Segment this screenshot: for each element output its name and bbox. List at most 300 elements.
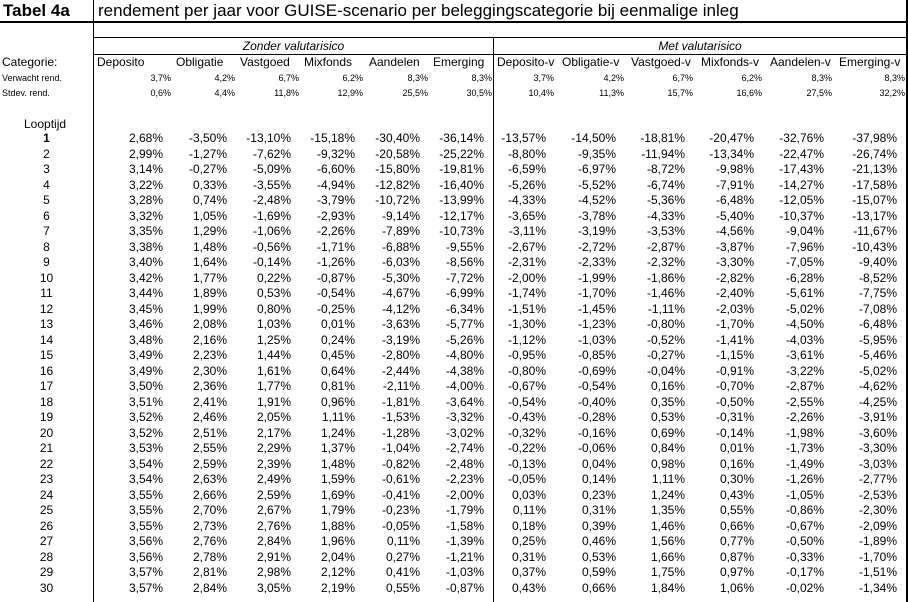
value-cell: 2,66% <box>192 487 227 502</box>
value-cell: 0,31% <box>511 549 546 564</box>
value-cell: 0,37% <box>511 565 546 579</box>
value-cell: -4,00% <box>445 379 484 393</box>
expected-return-label: Verwacht rend. <box>2 73 63 83</box>
value-cell: -6,99% <box>445 286 484 300</box>
table-row <box>0 333 908 349</box>
value-cell: -0,67% <box>507 379 546 393</box>
year-cell: 2 <box>43 146 50 161</box>
table-row <box>0 240 908 256</box>
value-cell: 3,46% <box>128 317 163 331</box>
value-cell: 3,14% <box>128 162 163 176</box>
value-cell: -8,80% <box>507 146 546 161</box>
value-cell: -0,67% <box>785 518 824 533</box>
value-cell: -13,17% <box>852 208 897 223</box>
value-cell: -0,04% <box>646 363 685 378</box>
value-cell: 0,41% <box>385 565 420 579</box>
value-cell: -1,98% <box>785 425 824 440</box>
looptijd-label: Looptijd <box>24 117 67 131</box>
value-cell: -7,96% <box>785 239 824 254</box>
value-cell: -1,70% <box>577 286 616 300</box>
value-cell: -5,95% <box>858 332 897 347</box>
value-cell: -0,05% <box>507 472 546 486</box>
column-header: Obligatie <box>176 55 224 69</box>
value-cell: 0,25% <box>511 534 546 548</box>
value-cell: 2,04% <box>320 549 355 564</box>
value-cell: -13,99% <box>439 193 484 207</box>
expected-return-cell: 8,3% <box>471 73 492 83</box>
table-row <box>0 131 908 147</box>
value-cell: -1,89% <box>858 534 897 548</box>
value-cell: 3,05% <box>256 580 291 595</box>
value-cell: -3,78% <box>577 208 616 223</box>
value-cell: -1,26% <box>785 472 824 486</box>
value-cell: 0,66% <box>719 518 754 533</box>
value-cell: -20,47% <box>709 131 754 145</box>
table-row <box>0 147 908 163</box>
value-cell: -6,34% <box>445 301 484 316</box>
value-cell: -8,52% <box>858 270 897 285</box>
value-cell: -5,30% <box>381 270 420 285</box>
value-cell: 2,63% <box>192 472 227 486</box>
value-cell: 0,30% <box>719 472 754 486</box>
value-cell: -1,81% <box>381 394 420 409</box>
value-cell: -4,62% <box>858 379 897 393</box>
value-cell: 3,57% <box>128 580 163 595</box>
stdev-return-cell: 4,4% <box>214 88 235 98</box>
value-cell: 3,56% <box>128 549 163 564</box>
value-cell: -6,48% <box>858 317 897 331</box>
value-cell: -2,80% <box>381 348 420 362</box>
value-cell: 1,75% <box>650 565 685 579</box>
value-cell: -2,77% <box>858 472 897 486</box>
year-cell: 25 <box>39 503 54 517</box>
value-cell: -3,19% <box>577 224 616 238</box>
year-cell: 3 <box>43 162 50 176</box>
value-cell: -4,52% <box>577 193 616 207</box>
value-cell: -0,82% <box>381 456 420 471</box>
value-cell: 1,29% <box>192 224 227 238</box>
value-cell: -9,55% <box>445 239 484 254</box>
value-cell: -1,41% <box>715 332 754 347</box>
value-cell: -6,59% <box>507 162 546 176</box>
value-cell: 1,11% <box>321 410 355 424</box>
value-cell: -12,17% <box>439 208 484 223</box>
stdev-return-cell: 30,5% <box>466 88 492 98</box>
year-cell: 5 <box>43 193 50 207</box>
value-cell: -5,46% <box>858 348 897 362</box>
year-cell: 20 <box>39 425 54 440</box>
year-cell: 30 <box>39 580 54 595</box>
year-cell: 29 <box>39 565 54 579</box>
value-cell: 3,28% <box>128 193 163 207</box>
value-cell: -1,27% <box>188 146 227 161</box>
value-cell: 3,45% <box>128 301 163 316</box>
value-cell: -5,02% <box>858 363 897 378</box>
value-cell: -0,86% <box>785 503 824 517</box>
table-row <box>0 565 908 581</box>
value-cell: 0,01% <box>320 317 355 331</box>
value-cell: -3,53% <box>646 224 685 238</box>
value-cell: -1,03% <box>577 332 616 347</box>
value-cell: -5,52% <box>577 177 616 192</box>
value-cell: 3,52% <box>128 425 163 440</box>
value-cell: -1,12% <box>507 332 546 347</box>
value-cell: -0,25% <box>316 301 355 316</box>
value-cell: -9,04% <box>785 224 824 238</box>
value-cell: -7,89% <box>381 224 420 238</box>
year-cell: 16 <box>39 363 54 378</box>
value-cell: -0,43% <box>507 410 546 424</box>
value-cell: 0,16% <box>650 379 685 393</box>
value-cell: -4,38% <box>445 363 484 378</box>
value-cell: -0,28% <box>577 410 616 424</box>
table-row <box>0 162 908 178</box>
column-header: Obligatie-v <box>562 55 620 69</box>
value-cell: 0,55% <box>385 580 420 595</box>
value-cell: 1,46% <box>650 518 685 533</box>
table-row <box>0 472 908 488</box>
value-cell: 3,48% <box>128 332 163 347</box>
value-cell: 0,46% <box>581 534 616 548</box>
value-cell: -1,03% <box>445 565 484 579</box>
value-cell: -1,21% <box>445 549 484 564</box>
value-cell: -1,28% <box>381 425 420 440</box>
value-cell: -1,51% <box>507 301 546 316</box>
value-cell: -22,47% <box>779 146 824 161</box>
value-cell: 0,27% <box>385 549 420 564</box>
value-cell: -4,12% <box>381 301 420 316</box>
value-cell: -15,18% <box>310 131 355 145</box>
value-cell: 0,14% <box>581 472 616 486</box>
value-cell: -0,87% <box>316 270 355 285</box>
value-cell: 0,39% <box>581 518 616 533</box>
value-cell: -6,88% <box>381 239 420 254</box>
value-cell: -37,98% <box>852 131 897 145</box>
value-cell: 1,56% <box>650 534 685 548</box>
value-cell: 2,91% <box>256 549 291 564</box>
column-header: Aandelen <box>369 55 420 69</box>
table-row <box>0 286 908 302</box>
year-cell: 12 <box>39 301 54 316</box>
table-row <box>0 426 908 442</box>
column-header: Vastgoed <box>240 55 290 69</box>
column-header: Deposito <box>97 55 145 69</box>
year-cell: 7 <box>43 224 50 238</box>
value-cell: -0,32% <box>507 425 546 440</box>
table-row <box>0 317 908 333</box>
table-row <box>0 364 908 380</box>
value-cell: -0,54% <box>316 286 355 300</box>
value-cell: 1,35% <box>650 503 685 517</box>
value-cell: -8,72% <box>646 162 685 176</box>
value-cell: -1,71% <box>316 239 355 254</box>
value-cell: 2,23% <box>192 348 227 362</box>
value-cell: -7,91% <box>715 177 754 192</box>
year-cell: 28 <box>39 549 54 564</box>
value-cell: 2,16% <box>192 332 227 347</box>
stdev-return-cell: 11,3% <box>599 88 624 98</box>
value-cell: 1,11% <box>651 472 685 486</box>
table-row <box>0 550 908 566</box>
value-cell: -7,62% <box>252 146 291 161</box>
value-cell: -1,69% <box>252 208 291 223</box>
table-row <box>0 193 908 209</box>
table-row <box>0 271 908 287</box>
value-cell: -10,72% <box>375 193 420 207</box>
value-cell: 2,70% <box>192 503 227 517</box>
value-cell: 0,01% <box>719 441 754 455</box>
value-cell: -0,70% <box>715 379 754 393</box>
value-cell: -1,05% <box>785 487 824 502</box>
value-cell: -1,15% <box>715 348 754 362</box>
value-cell: 3,50% <box>128 379 163 393</box>
value-cell: -9,98% <box>715 162 754 176</box>
value-cell: -2,44% <box>381 363 420 378</box>
value-cell: -2,53% <box>858 487 897 502</box>
value-cell: -32,76% <box>779 131 824 145</box>
value-cell: -0,69% <box>577 363 616 378</box>
table-row <box>0 581 908 597</box>
value-cell: 1,66% <box>650 549 685 564</box>
year-cell: 9 <box>43 255 50 269</box>
year-cell: 6 <box>43 208 50 223</box>
value-cell: 2,55% <box>192 441 227 455</box>
value-cell: 0,24% <box>320 332 355 347</box>
value-cell: 3,35% <box>128 224 163 238</box>
value-cell: 3,42% <box>128 270 163 285</box>
value-cell: 0,77% <box>719 534 754 548</box>
value-cell: -0,23% <box>381 503 420 517</box>
column-header: Vastgoed-v <box>631 55 691 69</box>
value-cell: -0,27% <box>646 348 685 362</box>
year-cell: 26 <box>39 518 54 533</box>
value-cell: -1,73% <box>785 441 824 455</box>
value-cell: -3,64% <box>445 394 484 409</box>
value-cell: -3,91% <box>858 410 897 424</box>
value-cell: -0,50% <box>715 394 754 409</box>
value-cell: 2,84% <box>256 534 291 548</box>
value-cell: -5,77% <box>445 317 484 331</box>
value-cell: -1,23% <box>577 317 616 331</box>
value-cell: -1,99% <box>577 270 616 285</box>
table-row <box>0 395 908 411</box>
table-row <box>0 457 908 473</box>
value-cell: -3,32% <box>445 410 484 424</box>
value-cell: -15,80% <box>375 162 420 176</box>
value-cell: -13,10% <box>246 131 291 145</box>
value-cell: -2,00% <box>507 270 546 285</box>
value-cell: 3,55% <box>128 503 163 517</box>
value-cell: -7,75% <box>858 286 897 300</box>
stdev-return-cell: 11,8% <box>274 88 299 98</box>
value-cell: -1,51% <box>858 565 897 579</box>
table-row <box>0 302 908 318</box>
year-cell: 22 <box>39 456 54 471</box>
value-cell: -1,70% <box>858 549 897 564</box>
value-cell: -0,52% <box>646 332 685 347</box>
value-cell: -5,36% <box>646 193 685 207</box>
value-cell: 2,98% <box>256 565 291 579</box>
value-cell: -4,50% <box>785 317 824 331</box>
value-cell: 2,30% <box>192 363 227 378</box>
value-cell: 2,84% <box>192 580 227 595</box>
year-cell: 17 <box>39 379 54 393</box>
value-cell: -3,61% <box>785 348 824 362</box>
value-cell: -14,27% <box>779 177 824 192</box>
value-cell: -6,28% <box>785 270 824 285</box>
value-cell: -17,43% <box>779 162 824 176</box>
value-cell: -0,06% <box>577 441 616 455</box>
value-cell: 3,54% <box>128 472 163 486</box>
value-cell: -0,54% <box>577 379 616 393</box>
value-cell: -19,81% <box>439 162 484 176</box>
value-cell: 0,35% <box>650 394 685 409</box>
value-cell: -2,26% <box>316 224 355 238</box>
year-cell: 1 <box>43 131 50 145</box>
table-row <box>0 224 908 240</box>
value-cell: -2,55% <box>785 394 824 409</box>
value-cell: 1,48% <box>320 456 355 471</box>
table-row <box>0 441 908 457</box>
value-cell: -0,80% <box>507 363 546 378</box>
stdev-return-label: Stdev. rend. <box>2 88 50 98</box>
value-cell: 2,99% <box>128 146 163 161</box>
value-cell: -4,80% <box>445 348 484 362</box>
value-cell: 2,12% <box>320 565 355 579</box>
value-cell: -1,46% <box>646 286 685 300</box>
value-cell: -2,31% <box>507 255 546 269</box>
stdev-return-cell: 32,2% <box>879 88 905 98</box>
value-cell: -9,14% <box>381 208 420 223</box>
value-cell: -11,67% <box>853 224 897 238</box>
value-cell: 1,84% <box>650 580 685 595</box>
column-header: Mixfonds <box>304 55 353 69</box>
value-cell: 2,08% <box>192 317 227 331</box>
value-cell: -9,40% <box>858 255 897 269</box>
value-cell: -18,81% <box>640 131 685 145</box>
value-cell: -2,30% <box>858 503 897 517</box>
value-cell: -3,30% <box>715 255 754 269</box>
value-cell: -0,13% <box>507 456 546 471</box>
table-row <box>0 410 908 426</box>
value-cell: -3,19% <box>381 332 420 347</box>
value-cell: 0,33% <box>192 177 227 192</box>
year-cell: 8 <box>43 239 50 254</box>
value-cell: 0,45% <box>320 348 355 362</box>
value-cell: -3,02% <box>445 425 484 440</box>
value-cell: -5,26% <box>507 177 546 192</box>
table-row <box>0 348 908 364</box>
stdev-return-cell: 25,5% <box>402 88 428 98</box>
value-cell: 1,99% <box>192 301 227 316</box>
value-cell: -2,87% <box>646 239 685 254</box>
title-bottom-border <box>0 21 908 23</box>
value-cell: -1,74% <box>507 286 546 300</box>
value-cell: 0,66% <box>581 580 616 595</box>
value-cell: 2,46% <box>192 410 227 424</box>
value-cell: -0,31% <box>715 410 754 424</box>
value-cell: 2,73% <box>192 518 227 533</box>
value-cell: -5,02% <box>785 301 824 316</box>
table-row <box>0 209 908 225</box>
value-cell: -1,26% <box>316 255 355 269</box>
value-cell: -3,11% <box>508 224 546 238</box>
value-cell: -26,74% <box>852 146 897 161</box>
value-cell: -0,14% <box>715 425 754 440</box>
expected-return-cell: 4,2% <box>603 73 624 83</box>
value-cell: 2,39% <box>256 456 291 471</box>
table-row <box>0 503 908 519</box>
value-cell: -1,34% <box>858 580 897 595</box>
value-cell: 1,59% <box>320 472 355 486</box>
expected-return-cell: 8,3% <box>811 73 832 83</box>
value-cell: 2,51% <box>192 425 227 440</box>
value-cell: 2,59% <box>256 487 291 502</box>
value-cell: -7,08% <box>858 301 897 316</box>
value-cell: -3,79% <box>316 193 355 207</box>
value-cell: -1,45% <box>577 301 616 316</box>
stdev-return-cell: 0,6% <box>150 88 171 98</box>
value-cell: -2,26% <box>785 410 824 424</box>
value-cell: -10,43% <box>852 239 897 254</box>
expected-return-cell: 6,2% <box>741 73 762 83</box>
year-cell: 21 <box>39 441 54 455</box>
value-cell: -7,05% <box>785 255 824 269</box>
value-cell: -6,97% <box>577 162 616 176</box>
value-cell: -0,22% <box>507 441 546 455</box>
value-cell: -10,73% <box>439 224 484 238</box>
value-cell: -2,23% <box>445 472 484 486</box>
value-cell: 3,56% <box>128 534 163 548</box>
value-cell: 0,98% <box>650 456 685 471</box>
value-cell: 0,59% <box>581 565 616 579</box>
expected-return-cell: 6,2% <box>342 73 363 83</box>
value-cell: -21,13% <box>852 162 897 176</box>
stdev-return-cell: 10,4% <box>528 88 554 98</box>
value-cell: -13,34% <box>709 146 754 161</box>
value-cell: -25,22% <box>439 146 484 161</box>
value-cell: 0,43% <box>719 487 754 502</box>
value-cell: -9,32% <box>316 146 355 161</box>
value-cell: 1,91% <box>256 394 291 409</box>
value-cell: -0,91% <box>715 363 754 378</box>
value-cell: -0,17% <box>785 565 824 579</box>
value-cell: -4,25% <box>858 394 897 409</box>
value-cell: 3,40% <box>128 255 163 269</box>
table-row <box>0 488 908 504</box>
value-cell: -0,87% <box>445 580 484 595</box>
value-cell: -3,63% <box>381 317 420 331</box>
value-cell: -3,87% <box>715 239 754 254</box>
value-cell: 0,11% <box>512 503 546 517</box>
value-cell: -2,93% <box>316 208 355 223</box>
value-cell: 2,59% <box>192 456 227 471</box>
value-cell: 2,17% <box>256 425 291 440</box>
value-cell: 0,69% <box>650 425 685 440</box>
value-cell: -0,40% <box>577 394 616 409</box>
value-cell: -2,33% <box>577 255 616 269</box>
value-cell: 0,64% <box>320 363 355 378</box>
expected-return-cell: 8,3% <box>407 73 428 83</box>
expected-return-cell: 6,7% <box>672 73 693 83</box>
value-cell: -5,26% <box>445 332 484 347</box>
value-cell: 0,84% <box>650 441 685 455</box>
value-cell: 0,22% <box>256 270 291 285</box>
value-cell: -0,85% <box>577 348 616 362</box>
value-cell: 1,24% <box>650 487 685 502</box>
value-cell: 2,76% <box>256 518 291 533</box>
value-cell: -6,60% <box>316 162 355 176</box>
